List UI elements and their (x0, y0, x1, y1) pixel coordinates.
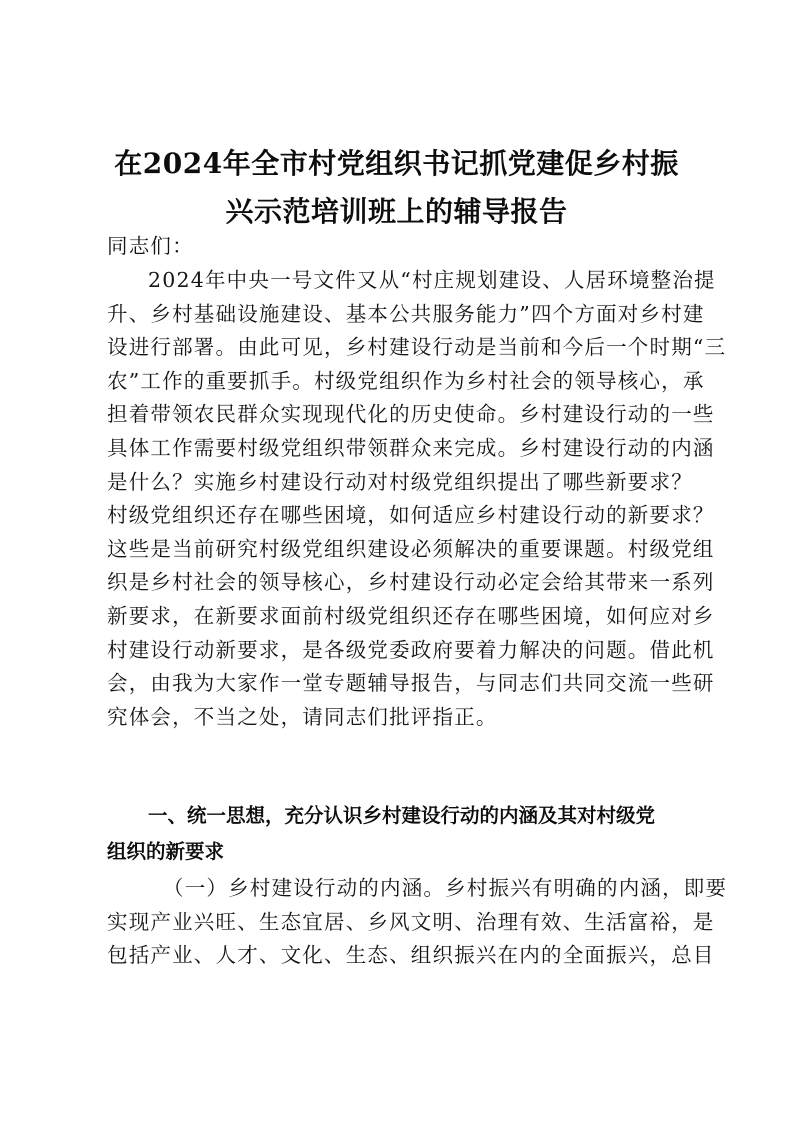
paragraph-line: 织是乡村社会的领导核心，乡村建设行动必定会给其带来一系列 (107, 570, 715, 595)
paragraph-intro (107, 264, 727, 734)
paragraph-line: （一）乡村建设行动的内涵。乡村振兴有明确的内涵，即要 (163, 876, 728, 900)
paragraph-line: 实现产业兴旺、生态宜居、乡风文明、治理有效、生活富裕，是 (107, 909, 715, 934)
title-line: 在2024年全市村党组织书记抓党建促乡村振 (114, 147, 679, 180)
paragraph-line: 2024年中央一号文件又从“村庄规划建设、人居环境整治提 (148, 268, 716, 292)
paragraph-line: 会，由我为大家作一堂专题辅导报告，与同志们共同交流一些研 (107, 671, 715, 696)
paragraph-line: 村级党组织还存在哪些困境，如何适应乡村建设行动的新要求？ (107, 503, 715, 528)
paragraph-line: 包括产业、人才、文化、生态、组织振兴在内的全面振兴，总目 (107, 943, 715, 968)
paragraph-line: 具体工作需要村级党组织带领群众来完成。乡村建设行动的内涵 (107, 435, 715, 460)
heading-line: 组织的新要求 (107, 840, 225, 863)
paragraph-line: 农”工作的重要抓手。村级党组织作为乡村社会的领导核心，承 (107, 368, 705, 393)
paragraph-line: 担着带领农民群众实现现代化的历史使命。乡村建设行动的一些 (107, 402, 715, 427)
paragraph-line: 设进行部署。由此可见，乡村建设行动是当前和今后一个时期“三 (107, 335, 727, 360)
document-title (100, 140, 693, 236)
heading-line: 一、统一思想，充分认识乡村建设行动的内涵及其对村级党 (148, 804, 656, 827)
title-line: 兴示范培训班上的辅导报告 (225, 195, 568, 228)
paragraph-line: 新要求，在新要求面前村级党组织还存在哪些困境，如何应对乡 (107, 603, 715, 628)
paragraph-line: 这些是当前研究村级党组织建设必须解决的重要课题。村级党组 (107, 536, 715, 561)
paragraph-subsection-1 (107, 872, 728, 973)
paragraph-line: 升、乡村基础设施建设、基本公共服务能力”四个方面对乡村建 (107, 301, 705, 326)
salutation: 同志们： (107, 234, 194, 258)
paragraph-line: 究体会，不当之处，请同志们批评指正。 (107, 704, 498, 729)
paragraph-line: 村建设行动新要求，是各级党委政府要着力解决的问题。借此机 (107, 637, 715, 662)
paragraph-line: 是什么？实施乡村建设行动对村级党组织提出了哪些新要求？ (107, 469, 693, 494)
section-heading-1 (107, 798, 697, 870)
